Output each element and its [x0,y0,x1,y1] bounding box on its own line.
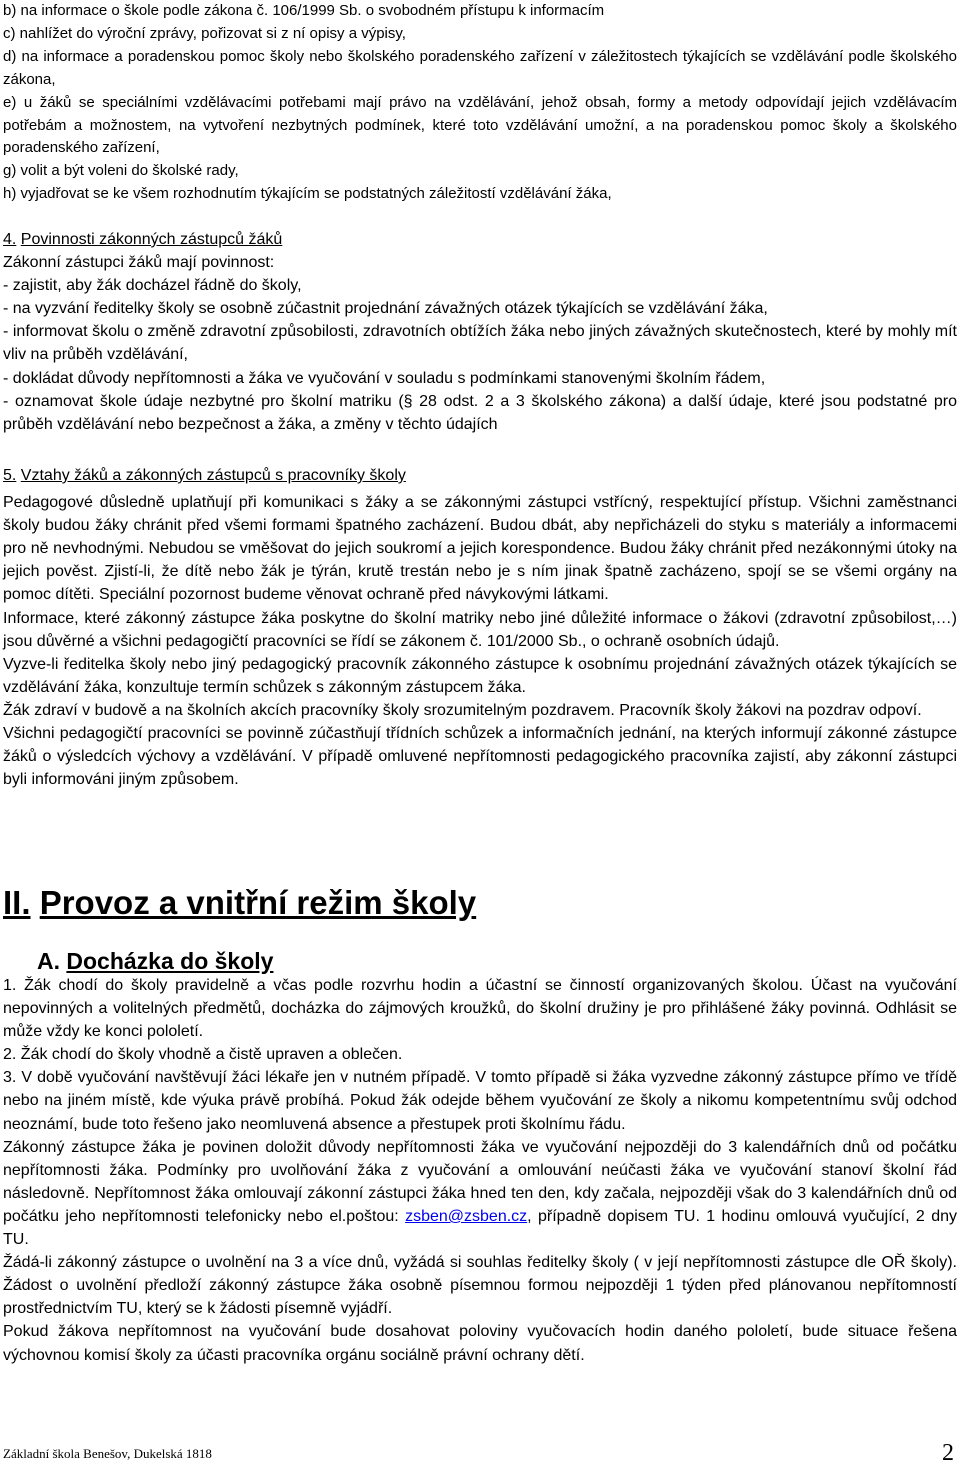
section-number: 4. [3,231,17,248]
list-item: g) volit a být voleni do školské rady, [3,162,239,180]
section-4 [3,228,957,436]
section-heading [3,228,957,251]
absence-text-end: , případně dopisem TU. 1 hodinu omlouvá vyučující, 2 dny TU. [3,1207,957,1249]
chapter-title [3,884,476,922]
list-item: - oznamovat škole údaje nezbytné pro školní matriku (§ 28 odst. 2 a 3 školského zákona) a další údaje, které jsou podstatné pro průběh vzdělávání nebo bezpečnost a žáka, a změny v těchto údajích [3,392,957,433]
subchapter-heading [37,947,273,975]
rights-list [3,0,957,206]
list-item: - informovat školu o změně zdravotní způsobilosti, zdravotních obtížích žáka nebo jiných závažných skutečnostech, které by mohly mít vliv na průběh vzdělávání, [3,323,957,364]
list-item: - na vyzvání ředitelky školy se osobně zúčastnit projednání závažných otázek týkajících se vzdělávání žáka, [3,300,768,318]
paragraph: Žák zdraví v budově a na školních akcích pracovníky školy srozumitelným pozdravem. Pracovník školy žákovi na pozdrav odpoví. [3,701,922,719]
paragraph: Všichni pedagogičtí pracovníci se povinně zúčastňují třídních schůzek a informačních jednání, na kterých informují zákonné zástupce žáků o výsledcích výchovy a vzdělávání. V případě omluvené nepřítomnosti pedagogického pracovníka zajistí, aby zákonní zástupci byli informováni jiným způsobem. [3,725,957,789]
chapter-number: II. [3,884,31,921]
section-intro: Zákonní zástupci žáků mají povinnost: [3,254,275,272]
paragraph: Pedagogové důsledně uplatňují při komunikaci s žáky a se zákonnými zástupci vstřícný, respektující přístup. Všichni zaměstnanci školy budou žáky chránit před všemi formami špatného zacházení. Budou dbát, aby nepřicházeli do styku s materiály a informacemi pro ně nevhodnými. Nebudou se vměšovat do jejich soukromí a jejich korespondence. Budou žáky chránit před nezákonnými útoky na jejich pověst. Zjistí-li, že dítě nebo žák je týrán, krutě trestán nebo je s ním jinak špatně zacházeno, spojí se se všemi orgány na pomoc dítěti. Speciální pozornost budeme věnovat ochraně před návykovými látkami. [3,494,957,604]
list-item: b) na informace o škole podle zákona č. 106/1999 Sb. o svobodném přístupu k informacím [3,2,605,19]
paragraph: 3. V době vyučování navštěvují žáci lékaře jen v nutném případě. V tomto případě si žáka vyzvedne zákonný zástupce přímo ve třídě nebo na jiném místě, kde výuka právě probíhá. Pokud žák odejde během vyučování ze školy a nikomu kompetentnímu svůj odchod neoznámí, bude toto řešeno jako neomluvená absence a přestupek proti školnímu řádu. [3,1069,957,1133]
email-link[interactable]: zsben@zsben.cz [405,1207,528,1225]
list-item: d) na informace a poradenskou pomoc školy nebo školského poradenského zařízení v záležitostech týkajících se vzdělávání podle školského zákona, [3,47,957,88]
section-heading [3,464,957,487]
paragraph [3,1136,957,1251]
list-item: - zajistit, aby žák docházel řádně do školy, [3,277,302,295]
subchapter-number: A. [37,948,60,974]
section-5 [3,464,957,791]
list-item: - dokládat důvody nepřítomnosti a žáka ve vyučování v souladu s podmínkami stanovenými školním řádem, [3,369,766,387]
footer-school: Základní škola Benešov, Dukelská 1818 [3,1446,212,1461]
subchapter-title-text: Docházka do školy [66,948,274,974]
subchapter-title [37,947,273,975]
paragraph: Informace, které zákonný zástupce žáka poskytne do školní matriky nebo jiné důležité informace o žákovi (zdravotní způsobilost,…) jsou důvěrné a všichni pedagogičtí pracovníci se řídí se zákonem č. 101/2000 Sb., o ochraně osobních údajů. [3,609,957,650]
absence-text: Zákonný zástupce žáka je povinen doložit důvody nepřítomnosti žáka ve vyučování nejpozději do 3 kalendářních dnů od počátku nepřítomnosti žáka. Podmínky pro uvolňování žáka z vyučování a omlouvání neúčasti žáka ve vyučování stanoví školní řád následovně. Nepřítomnost žáka omlouvají zákonní zástupci žáka hned ten den, kdy začala, nejpozději však do 3 kalendářních dnů od počátku jeho nepřítomnosti telefonicky nebo el.poštou: [3,1138,957,1225]
section-a [3,974,957,1367]
paragraph: Vyzve-li ředitelka školy nebo jiný pedagogický pracovník zákonného zástupce k osobnímu projednání závažných otázek týkajících se vzdělávání žáka, konzultuje termín schůzek s zákonným zástupcem žáka. [3,655,957,696]
paragraph: Žádá-li zákonný zástupce o uvolnění na 3 a více dnů, vyžádá si souhlas ředitelky školy ( v její nepřítomnosti zástupce dle OŘ školy). Žádost o uvolnění předloží zákonný zástupce žáka osobně písemnou formou nejpozději 1 týden před plánovanou nepřítomností prostřednictvím TU, který se k žádosti písemně vyjádří. [3,1254,957,1318]
list-item: c) nahlížet do výroční zprávy, pořizovat si z ní opisy a výpisy, [3,24,406,42]
list-item: h) vyjadřovat se ke všem rozhodnutím týkajícím se podstatných záležitostí vzdělávání žáka, [3,185,612,203]
page-number: 2 [942,1440,954,1466]
paragraph: Pokud žákova nepřítomnost na vyučování bude dosahovat poloviny vyučovacích hodin daného pololetí, bude situace řešena výchovnou komisí školy za účasti pracovníka orgánu sociálně právní ochrany dětí. [3,1323,957,1364]
section-number: 5. [3,467,17,484]
section-title: Povinnosti zákonných zástupců žáků [20,231,283,248]
section-title: Vztahy žáků a zákonných zástupců s pracovníky školy [20,467,406,484]
list-item: e) u žáků se speciálními vzdělávacími potřebami mají právo na vzdělávání, jehož obsah, formy a metody odpovídají jejich vzdělávacím potřebám a možnostem, na vytvoření nezbytných podmínek, které toto vzdělávání umožní, a na poradenskou pomoc školy a školského poradenského zařízení, [3,93,957,157]
chapter-heading [3,884,476,922]
paragraph: 2. Žák chodí do školy vhodně a čistě upraven a oblečen. [3,1046,403,1064]
paragraph: 1. Žák chodí do školy pravidelně a včas podle rozvrhu hodin a účastní se činností organizovaných školou. Účast na vyučování nepovinných a volitelných předmětů, docházka do zájmových kroužků, do školní družiny je pro přihlášené žáky povinná. Odhlásit se může vždy ke konci pololetí. [3,977,957,1041]
chapter-title-text: Provoz a vnitřní režim školy [39,884,477,921]
